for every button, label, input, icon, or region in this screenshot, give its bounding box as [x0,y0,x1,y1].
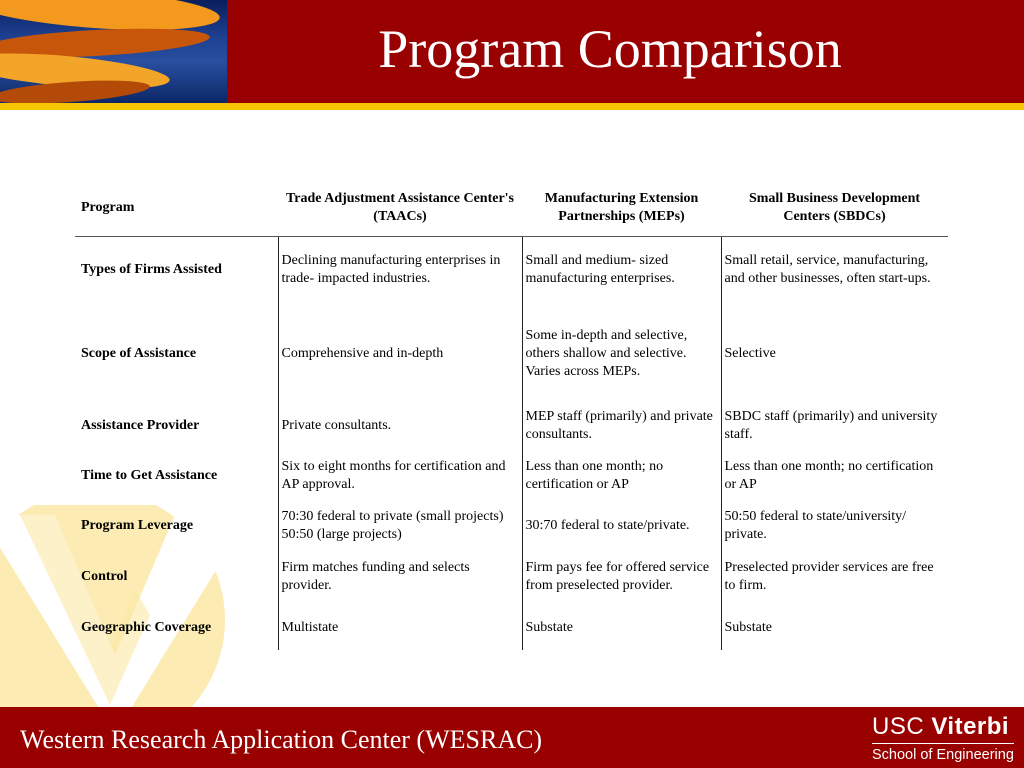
table-cell: Firm pays fee for offered service from preselected provider. [522,548,721,606]
usc-viterbi-logo [872,713,1018,765]
table-cell: Substate [721,606,948,650]
table-cell: MEP staff (primarily) and private consultants. [522,404,721,448]
row-label: Program Leverage [81,517,194,533]
header-mep: Manufacturing Extension Partnerships (MEPs) [522,180,721,237]
table-row [75,548,948,606]
header-sbdc: Small Business Development Centers (SBDCs) [721,180,948,237]
header-bar [0,0,1024,103]
row-label: Geographic Coverage [81,619,212,635]
table-row [75,404,948,448]
table-cell: Comprehensive and in-depth [278,304,522,404]
table-cell: Firm matches funding and selects provider. [278,548,522,606]
header-taac: Trade Adjustment Assistance Center's (TAACs) [278,180,522,237]
header-image [0,0,227,103]
table-cell: Multistate [278,606,522,650]
table-cell: SBDC staff (primarily) and university staff. [721,404,948,448]
row-label: Time to Get Assistance [81,467,218,483]
table-row [75,606,948,650]
table-row [75,504,948,548]
footer-organization: Western Research Application Center (WESRAC) [20,725,543,754]
table-cell: Six to eight months for certification and AP approval. [278,448,522,504]
table-cell: Less than one month; no certification or AP [721,448,948,504]
table-cell: 50:50 federal to state/university/ private. [721,504,948,548]
table-row [75,448,948,504]
comparison-table [75,180,948,650]
row-label: Types of Firms Assisted [81,262,222,278]
header-program-label: Program [75,180,278,237]
logo-viterbi: Viterbi [931,713,1010,740]
table-cell: Small retail, service, manufacturing, and other businesses, often start-ups. [721,237,948,304]
table-cell: Private consultants. [278,404,522,448]
slide-title: Program Comparison [378,19,842,79]
title-divider [0,103,1024,110]
footer-bar [0,707,1024,768]
table-cell: 30:70 federal to state/private. [522,504,721,548]
logo-school: School of Engineering [872,743,1014,764]
logo-usc: USC [872,713,925,740]
table-cell: Preselected provider services are free to firm. [721,548,948,606]
table-cell: Substate [522,606,721,650]
table-cell: Some in-depth and selective, others shallow and selective. Varies across MEPs. [522,304,721,404]
row-label: Scope of Assistance [81,345,197,361]
table-row [75,304,948,404]
table-row [75,237,948,304]
row-label: Control [81,568,128,584]
table-header-row [75,180,948,237]
row-label: Assistance Provider [81,417,200,433]
table-cell: Declining manufacturing enterprises in trade- impacted industries. [278,237,522,304]
table-cell: Selective [721,304,948,404]
table-cell: 70:30 federal to private (small projects) 50:50 (large projects) [278,504,522,548]
table-cell: Small and medium- sized manufacturing enterprises. [522,237,721,304]
table-cell: Less than one month; no certification or AP [522,448,721,504]
